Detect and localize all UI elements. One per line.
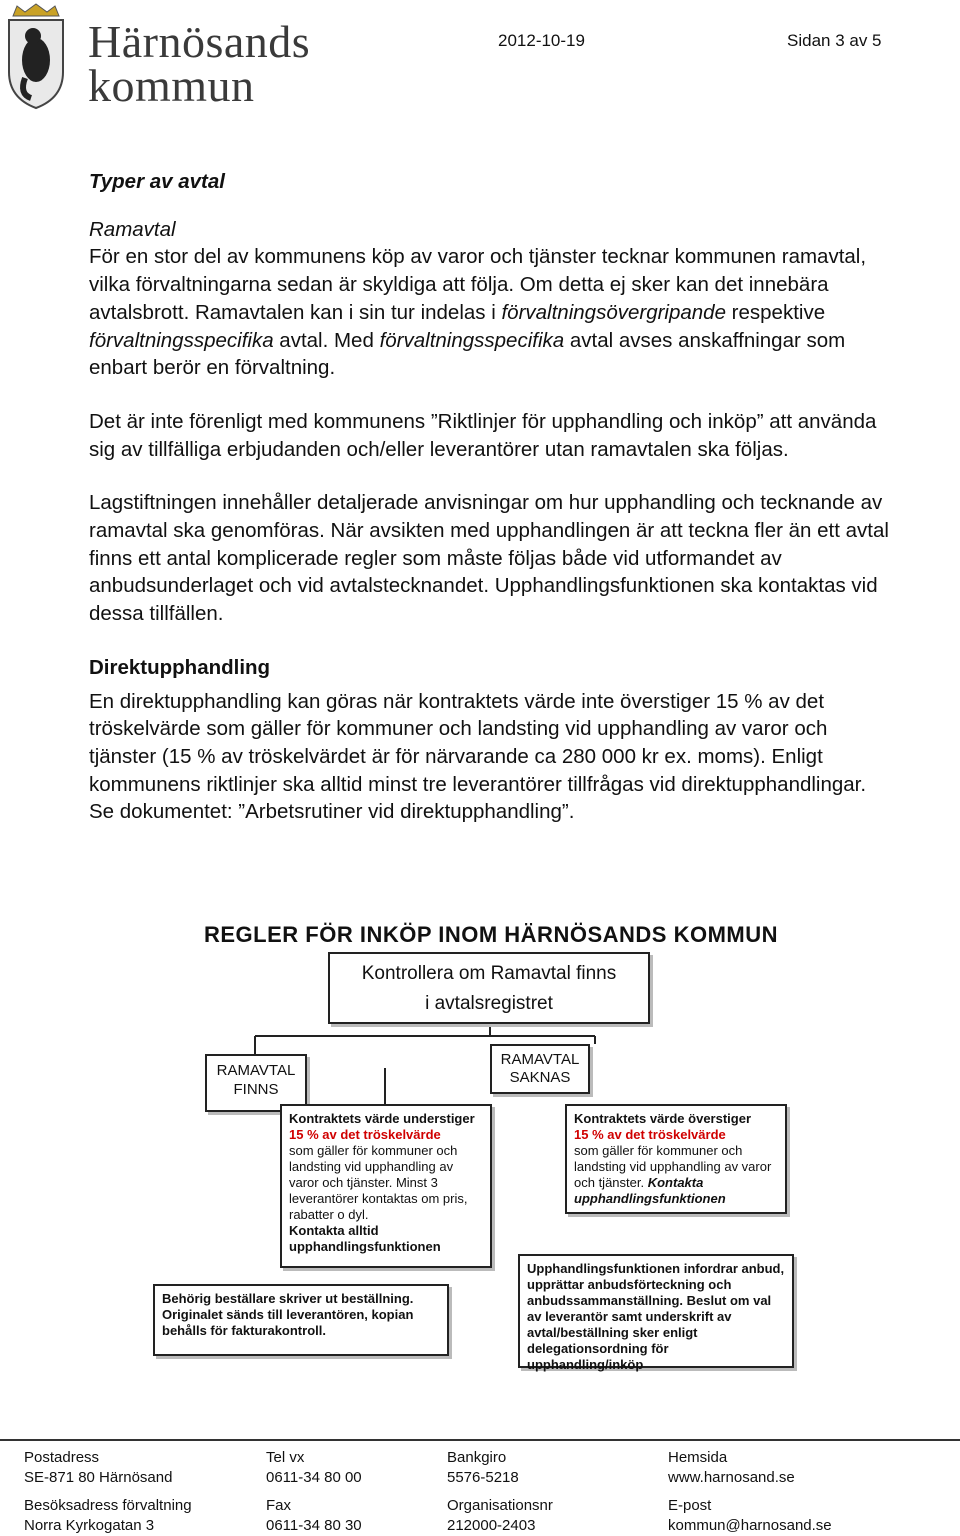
box-under-troskelvarde <box>280 1104 492 1268</box>
footer-label: Besöksadress förvaltning <box>24 1497 192 1514</box>
heading-ramavtal: Ramavtal <box>89 217 176 241</box>
footer-col-4 <box>668 1448 832 1536</box>
text-span: avtal avses anskaffningar som enbart berör en förvaltning. <box>89 328 846 380</box>
text-span: För en stor del av kommunens köp av varor och tjänster tecknar kommunen ramavtal, vilka förvaltningarna sedan är skyldiga att följa. Om detta ej sker kan det innebära avtalsbrott. Ramavtalen kan i sin tur indelas i <box>89 245 867 324</box>
footer-value: SE-871 80 Härnösand <box>24 1469 173 1486</box>
footer-label: Postadress <box>24 1449 100 1466</box>
document-date: 2012-10-19 <box>498 31 585 50</box>
text-span: respektive <box>725 300 826 324</box>
box-text: Kontakta upphandlingsfunktionen <box>574 1175 726 1206</box>
page-header <box>0 0 960 115</box>
box-check-ramavtal <box>328 952 650 1024</box>
email-link[interactable]: kommun@harnosand.se <box>668 1517 832 1534</box>
box-text: SAKNAS <box>509 1069 571 1086</box>
logo-line-1: Härnösands <box>88 16 311 67</box>
logo-line-2: kommun <box>88 60 255 111</box>
footer-label: Bankgiro <box>447 1449 507 1466</box>
box-text: Kontakta alltid upphandlingsfunktionen <box>289 1223 441 1254</box>
box-bestallning <box>153 1284 449 1356</box>
footer-col-2 <box>266 1448 362 1536</box>
box-text: RAMAVTAL <box>500 1051 580 1068</box>
footer-label: Hemsida <box>668 1449 728 1466</box>
box-text: Behörig beställare skriver ut beställning. Originalet sänds till leverantören, kopian behålls för fakturakontroll. <box>162 1291 414 1338</box>
footer-value: 0611-34 80 00 <box>266 1469 362 1486</box>
box-text: Kontraktets värde överstiger <box>574 1111 752 1126</box>
box-text: Kontrollera om Ramavtal finns <box>361 963 617 984</box>
paragraph-lagstiftning: Lagstiftningen innehåller detaljerade anvisningar om hur upphandling och tecknande av ramavtal ska genomföras. När avsikten med upphandlingen är att teckna fler än ett avtal finns ett antal komplicerade regler som måste följas både vid utformandet av anbudsunderlaget och vid avtalstecknandet. Upphandlingsfunktionen ska kontaktas vid dessa tillfällen. <box>89 491 889 626</box>
website-link[interactable]: www.harnosand.se <box>668 1469 795 1486</box>
box-text: RAMAVTAL <box>216 1062 296 1079</box>
box-text-red: 15 % av det tröskelvärde <box>574 1127 726 1142</box>
logo-wordmark <box>88 16 311 111</box>
page-number: Sidan 3 av 5 <box>787 31 882 50</box>
footer-value: 5576-5218 <box>447 1469 519 1486</box>
box-text: som gäller för kommuner och landsting vid upphandling av varor och tjänster. Minst 3 leverantörer kontaktas om pris, rabatter o dyl. <box>289 1143 468 1222</box>
footer-label: Tel vx <box>266 1449 305 1466</box>
footer-label: Organisationsnr <box>447 1497 553 1514</box>
paragraph-direktupphandling: En direktupphandling kan göras när kontraktets värde inte överstiger 15 % av det tröskelvärde som gäller för kommuner och landsting vid upphandling av varor och tjänster (15 % av tröskelvärdet är för närvarande ca 280 000 kr ex. moms). Enligt kommunens riktlinjer ska alltid minst tre leverantörer tillfrågas vid direktupphandlingar. Se dokumentet: ”Arbetsrutiner vid direktupphandling”. <box>89 689 867 824</box>
paragraph-ramavtal <box>89 243 889 382</box>
box-upphandlingsfunktionen <box>518 1254 794 1372</box>
box-text: som gäller för kommuner och landsting vid upphandling av varor och tjänster. <box>574 1143 772 1190</box>
italic-term: förvaltningsspecifika <box>379 328 565 352</box>
footer-divider <box>0 1439 960 1441</box>
heading-typer-av-avtal: Typer av avtal <box>89 170 225 193</box>
coat-of-arms-icon <box>5 2 67 110</box>
footer-col-1 <box>24 1448 192 1536</box>
italic-term: förvaltningsspecifika <box>89 328 274 352</box>
box-text: Upphandlingsfunktionen infordrar anbud, upprättar anbudsförteckning och anbudssammanställning. Beslut om val av leverantör samt underskrift av avtal/beställning sker enligt delegationsordning för upphandling/inköp <box>527 1261 785 1372</box>
footer-label: E-post <box>668 1497 712 1514</box>
box-text-red: 15 % av det tröskelvärde <box>289 1127 441 1142</box>
heading-direktupphandling: Direktupphandling <box>89 655 271 679</box>
box-text: Kontraktets värde understiger <box>289 1111 475 1126</box>
document-body <box>89 168 889 826</box>
italic-term: förvaltningsövergripande <box>501 300 726 324</box>
box-over-troskelvarde <box>565 1104 787 1214</box>
flowchart-title: REGLER FÖR INKÖP INOM HÄRNÖSANDS KOMMUN <box>204 922 778 947</box>
paragraph-riktlinjer: Det är inte förenligt med kommunens ”Riktlinjer för upphandling och inköp” att använda sig av tillfälliga erbjudanden och/eller leverantörer utan ramavtalen ska följas. <box>89 409 877 461</box>
box-text: i avtalsregistret <box>425 993 553 1014</box>
footer-value: Norra Kyrkogatan 3 <box>24 1517 155 1534</box>
box-ramavtal-saknas <box>490 1044 590 1094</box>
footer-value: 212000-2403 <box>447 1517 536 1534</box>
flowchart <box>145 918 835 1378</box>
footer-label: Fax <box>266 1497 292 1514</box>
footer-col-3 <box>447 1448 553 1536</box>
box-text: FINNS <box>233 1081 279 1098</box>
footer-value: 0611-34 80 30 <box>266 1517 362 1534</box>
text-span: avtal. Med <box>273 328 380 352</box>
